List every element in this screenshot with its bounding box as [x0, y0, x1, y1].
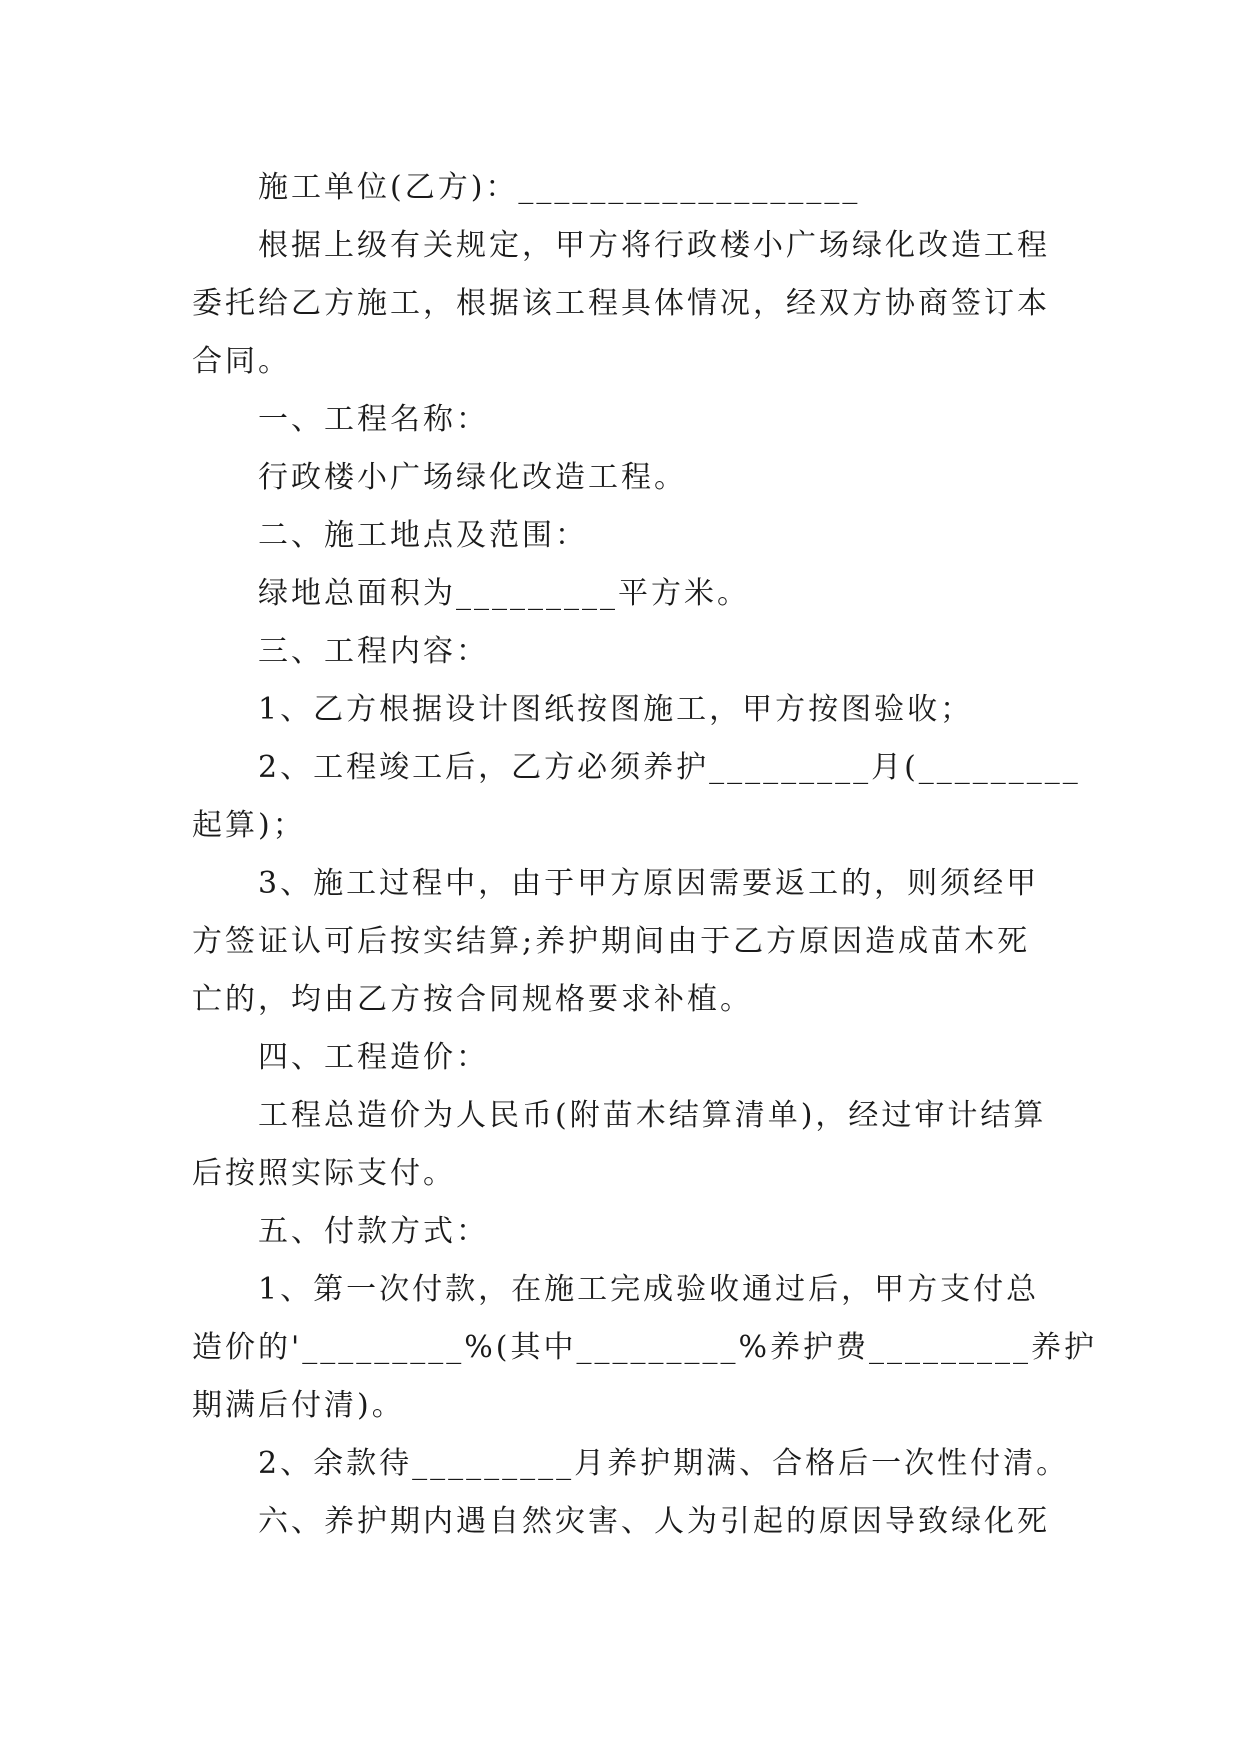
- section-3-item-1: 1、乙方根据设计图纸按图施工，甲方按图验收；: [258, 692, 974, 727]
- intro-paragraph-line-1: 根据上级有关规定，甲方将行政楼小广场绿化改造工程: [258, 228, 1050, 263]
- section-4-content-line-1: 工程总造价为人民币(附苗木结算清单)，经过审计结算: [258, 1098, 1047, 1133]
- contractor-line: 施工单位(乙方)：___________________: [258, 170, 861, 205]
- section-1-heading: 一、工程名称：: [258, 402, 489, 437]
- section-5-item-1-line-2: 造价的'_________%(其中_________%养护费_________养护: [192, 1330, 1097, 1365]
- section-6-line-1: 六、养护期内遇自然灾害、人为引起的原因导致绿化死: [258, 1504, 1050, 1539]
- section-4-heading: 四、工程造价：: [258, 1040, 489, 1075]
- section-3-item-2-line-2: 起算)；: [192, 808, 306, 843]
- section-2-content: 绿地总面积为_________平方米。: [258, 576, 750, 611]
- section-2-heading: 二、施工地点及范围：: [258, 518, 588, 553]
- section-5-item-1-line-3: 期满后付清)。: [192, 1388, 405, 1423]
- intro-paragraph-line-3: 合同。: [192, 344, 291, 379]
- section-3-heading: 三、工程内容：: [258, 634, 489, 669]
- intro-paragraph-line-2: 委托给乙方施工，根据该工程具体情况，经双方协商签订本: [192, 286, 1050, 321]
- section-3-item-3-line-2: 方签证认可后按实结算;养护期间由于乙方原因造成苗木死: [192, 924, 1031, 959]
- section-5-item-2: 2、余款待_________月养护期满、合格后一次性付清。: [258, 1446, 1070, 1481]
- section-1-content: 行政楼小广场绿化改造工程。: [258, 460, 687, 495]
- section-3-item-2-line-1: 2、工程竣工后，乙方必须养护_________月(_________: [258, 750, 1081, 785]
- section-4-content-line-2: 后按照实际支付。: [192, 1156, 456, 1191]
- section-5-item-1-line-1: 1、第一次付款，在施工完成验收通过后，甲方支付总: [258, 1272, 1040, 1307]
- section-3-item-3-line-3: 亡的，均由乙方按合同规格要求补植。: [192, 982, 753, 1017]
- section-3-item-3-line-1: 3、施工过程中，由于甲方原因需要返工的，则须经甲: [258, 866, 1040, 901]
- section-5-heading: 五、付款方式：: [258, 1214, 489, 1249]
